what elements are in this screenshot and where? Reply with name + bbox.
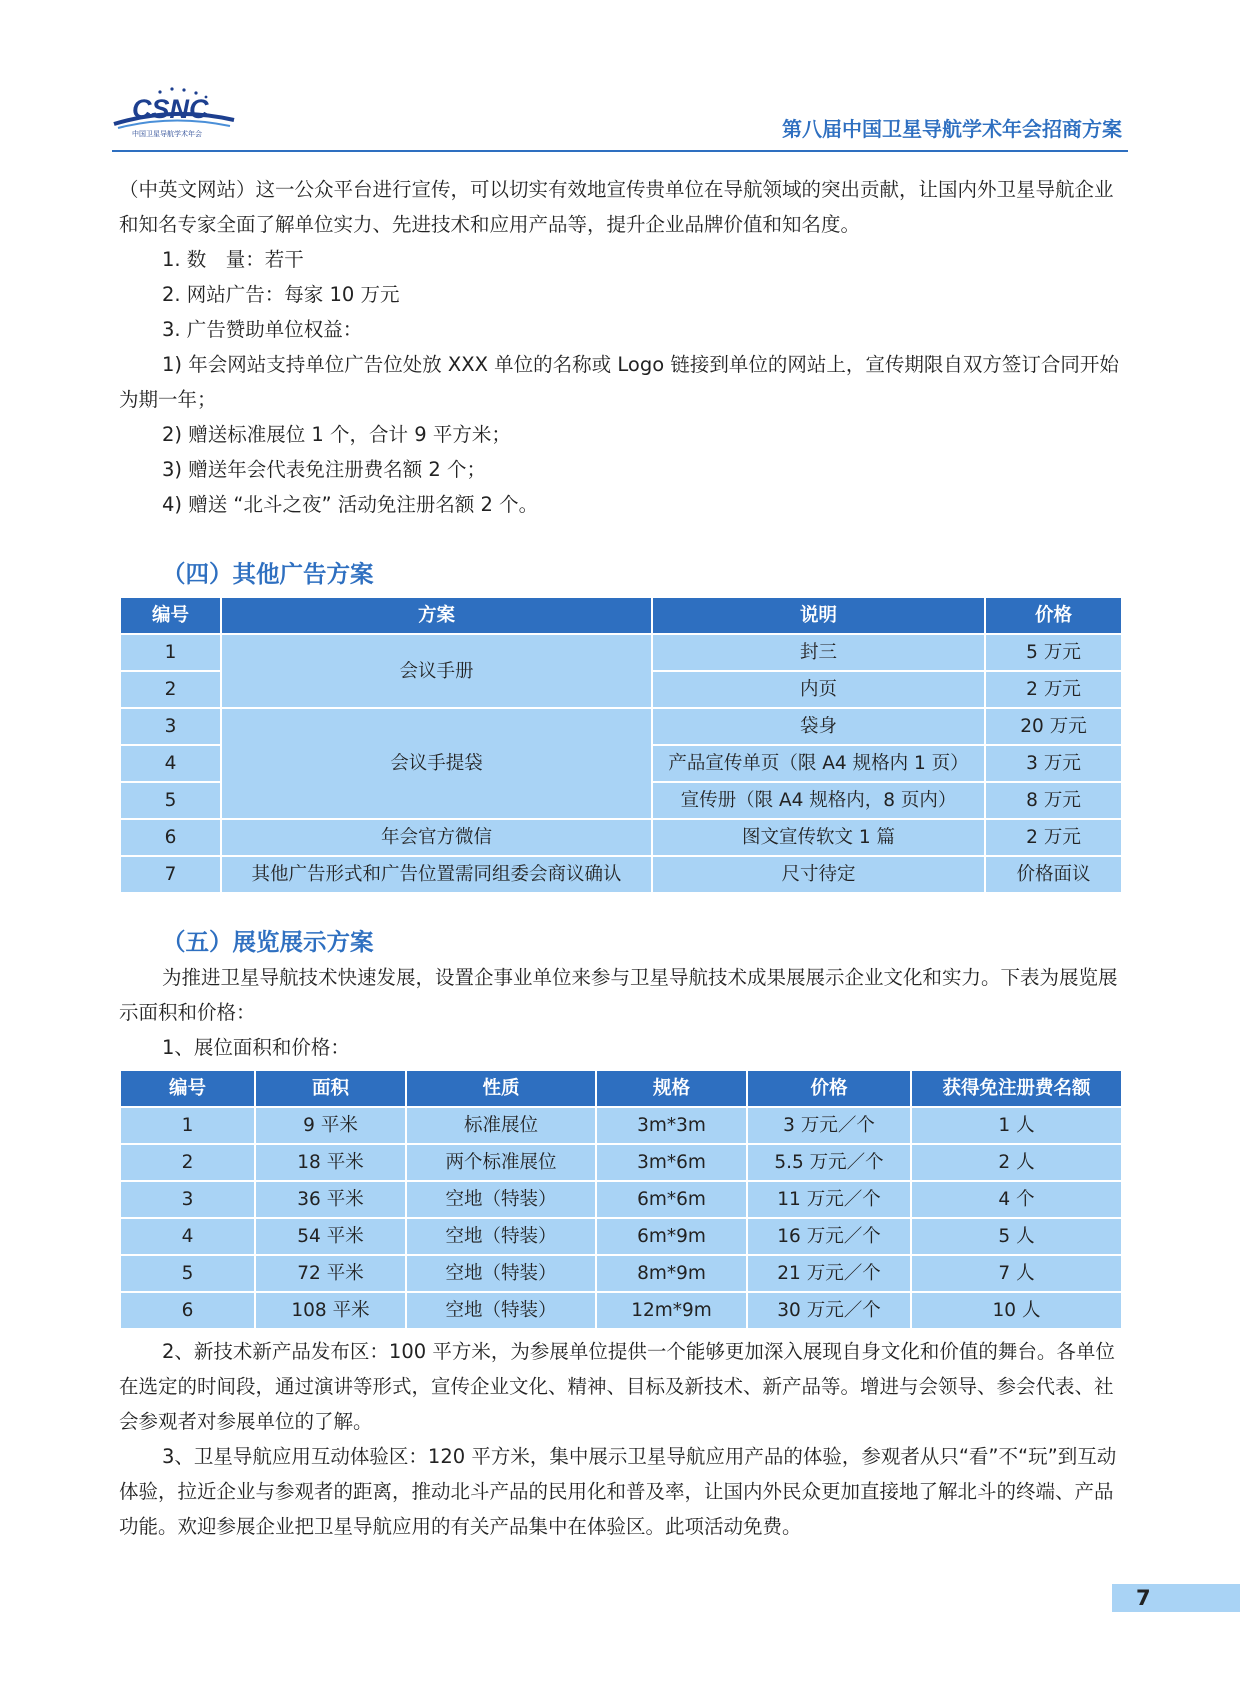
cell: 4 (120, 1218, 255, 1255)
table-row (120, 856, 1122, 893)
cell: 6 (120, 1292, 255, 1329)
cell: 54 平米 (255, 1218, 406, 1255)
cell: 8m*9m (596, 1255, 747, 1292)
cell: 36 平米 (255, 1181, 406, 1218)
section-5-title: （五）展览展示方案 (162, 928, 374, 956)
list-item: 3) 赠送年会代表免注册费名额 2 个； (162, 458, 487, 481)
cell: 5 人 (911, 1218, 1122, 1255)
cell: 5 (120, 1255, 255, 1292)
table-header-row (120, 1070, 1122, 1107)
list-item: 1) 年会网站支持单位广告位处放 XXX 单位的名称或 Logo 链接到单位的网站上，宣传期限自双方签订合同开始为期一年； (119, 353, 1119, 411)
table-row (120, 634, 1122, 671)
cell-no: 5 (120, 782, 221, 819)
col-header: 方案 (221, 597, 652, 634)
col-header: 获得免注册费名额 (911, 1070, 1122, 1107)
table-row (120, 1144, 1122, 1181)
logo-icon (112, 84, 237, 138)
cell: 3 (120, 1181, 255, 1218)
cell: 108 平米 (255, 1292, 406, 1329)
cell: 两个标准展位 (406, 1144, 596, 1181)
cell: 3m*3m (596, 1107, 747, 1144)
cell: 30 万元／个 (747, 1292, 911, 1329)
section-4-title: （四）其他广告方案 (162, 560, 374, 588)
cell-plan: 会议手提袋 (221, 708, 652, 819)
cell: 3m*6m (596, 1144, 747, 1181)
cell: 21 万元／个 (747, 1255, 911, 1292)
cell-desc: 图文宣传软文 1 篇 (652, 819, 985, 856)
cell-desc: 封三 (652, 634, 985, 671)
ad-plan-table (119, 596, 1123, 894)
cell: 标准展位 (406, 1107, 596, 1144)
cell: 5.5 万元／个 (747, 1144, 911, 1181)
list-item: 1. 数 量：若干 (162, 248, 304, 271)
subheading: 1、展位面积和价格： (162, 1036, 350, 1059)
cell: 72 平米 (255, 1255, 406, 1292)
cell-price: 3 万元 (985, 745, 1122, 782)
cell: 空地（特装） (406, 1255, 596, 1292)
list-item: 3. 广告赞助单位权益： (162, 318, 363, 341)
cell: 7 人 (911, 1255, 1122, 1292)
list-item: 2. 网站广告：每家 10 万元 (162, 283, 400, 306)
cell-price: 5 万元 (985, 634, 1122, 671)
cell-price: 8 万元 (985, 782, 1122, 819)
table-row (120, 1107, 1122, 1144)
logo-text: CSNC (132, 94, 209, 124)
col-header: 面积 (255, 1070, 406, 1107)
cell-desc: 尺寸待定 (652, 856, 985, 893)
table-row (120, 1292, 1122, 1329)
cell: 3 万元／个 (747, 1107, 911, 1144)
header-title: 第八届中国卫星导航学术年会招商方案 (782, 117, 1122, 141)
header-divider (112, 150, 1128, 152)
cell-price: 价格面议 (985, 856, 1122, 893)
cell: 16 万元／个 (747, 1218, 911, 1255)
col-header: 规格 (596, 1070, 747, 1107)
cell: 空地（特装） (406, 1181, 596, 1218)
cell: 1 人 (911, 1107, 1122, 1144)
table-row (120, 1181, 1122, 1218)
cell: 11 万元／个 (747, 1181, 911, 1218)
cell: 空地（特装） (406, 1218, 596, 1255)
cell: 2 人 (911, 1144, 1122, 1181)
cell-no: 3 (120, 708, 221, 745)
paragraph-experience-area: 3、卫星导航应用互动体验区：120 平方米，集中展示卫星导航应用产品的体验，参观者从只“看”不“玩”到互动体验，拉近企业与参观者的距离，推动北斗产品的民用化和普及率，让国内外民众更加直接地了解北斗的终端、产品功能。欢迎参展企业把卫星导航应用的有关产品集中在体验区。此项活动免费。 (119, 1445, 1117, 1538)
cell-desc: 袋身 (652, 708, 985, 745)
table-row (120, 819, 1122, 856)
cell-desc: 产品宣传单页（限 A4 规格内 1 页） (652, 745, 985, 782)
col-header: 价格 (747, 1070, 911, 1107)
cell: 1 (120, 1107, 255, 1144)
cell: 4 个 (911, 1181, 1122, 1218)
col-header: 说明 (652, 597, 985, 634)
cell-no: 2 (120, 671, 221, 708)
intro-paragraph: （中英文网站）这一公众平台进行宣传，可以切实有效地宣传贵单位在导航领域的突出贡献，让国内外卫星导航企业和知名专家全面了解单位实力、先进技术和应用产品等，提升企业品牌价值和知名度。 (119, 178, 1114, 236)
cell-no: 1 (120, 634, 221, 671)
cell-no: 4 (120, 745, 221, 782)
cell-price: 20 万元 (985, 708, 1122, 745)
page-content (119, 172, 1121, 1544)
cell-desc: 内页 (652, 671, 985, 708)
cell: 12m*9m (596, 1292, 747, 1329)
cell-no: 7 (120, 856, 221, 893)
cell: 6m*6m (596, 1181, 747, 1218)
cell: 10 人 (911, 1292, 1122, 1329)
list-item: 4) 赠送 “北斗之夜” 活动免注册名额 2 个。 (162, 493, 539, 516)
cell-price: 2 万元 (985, 671, 1122, 708)
cell: 6m*9m (596, 1218, 747, 1255)
csnc-logo (112, 84, 237, 138)
page-number: 7 (1112, 1584, 1240, 1612)
cell-price: 2 万元 (985, 819, 1122, 856)
table-row (120, 1218, 1122, 1255)
paragraph-launch-area: 2、新技术新产品发布区：100 平方米，为参展单位提供一个能够更加深入展现自身文化和价值的舞台。各单位在选定的时间段，通过演讲等形式，宣传企业文化、精神、目标及新技术、新产品等。增进与会领导、参会代表、社会参观者对参展单位的了解。 (119, 1340, 1115, 1433)
cell: 2 (120, 1144, 255, 1181)
cell-plan: 年会官方微信 (221, 819, 652, 856)
booth-table (119, 1069, 1123, 1330)
cell-no: 6 (120, 819, 221, 856)
col-header: 编号 (120, 1070, 255, 1107)
table-row (120, 1255, 1122, 1292)
cell-plan: 会议手册 (221, 634, 652, 708)
cell-plan: 其他广告形式和广告位置需同组委会商议确认 (221, 856, 652, 893)
cell-desc: 宣传册（限 A4 规格内，8 页内） (652, 782, 985, 819)
cell: 9 平米 (255, 1107, 406, 1144)
list-item: 2) 赠送标准展位 1 个，合计 9 平方米； (162, 423, 511, 446)
col-header: 编号 (120, 597, 221, 634)
cell: 空地（特装） (406, 1292, 596, 1329)
cell: 18 平米 (255, 1144, 406, 1181)
table-row (120, 708, 1122, 745)
section-5-intro: 为推进卫星导航技术快速发展，设置企事业单位来参与卫星导航技术成果展展示企业文化和实力。下表为展览展示面积和价格： (119, 966, 1118, 1024)
col-header: 性质 (406, 1070, 596, 1107)
table-header-row (120, 597, 1122, 634)
logo-subtext: 中国卫星导航学术年会 (132, 130, 202, 138)
col-header: 价格 (985, 597, 1122, 634)
